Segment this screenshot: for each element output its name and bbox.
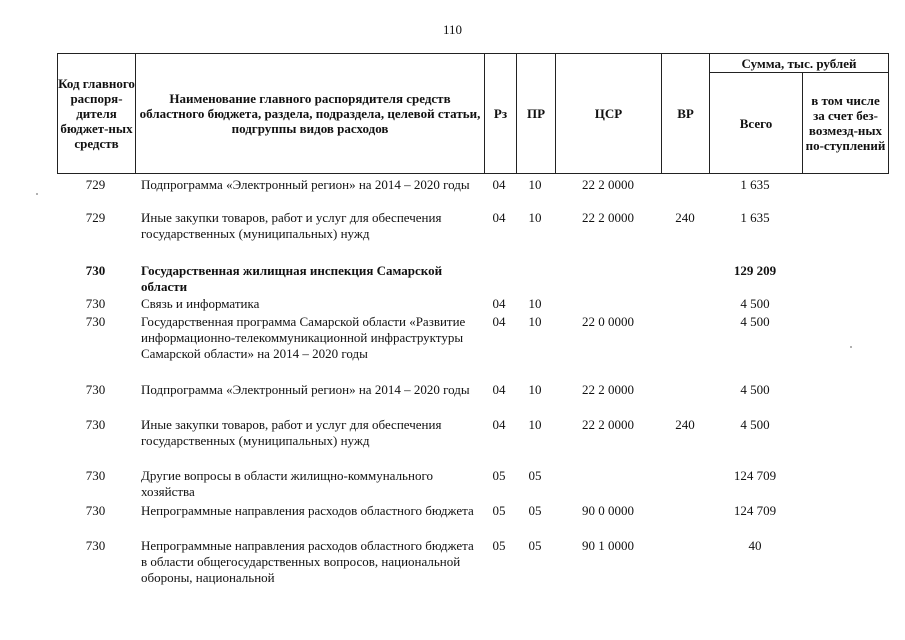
row-pr: 10 <box>528 417 542 432</box>
row-total: 129 209 <box>733 263 777 278</box>
row-code: 730 <box>85 296 106 311</box>
row-rz: 04 <box>492 314 506 329</box>
row-pr: 05 <box>528 468 542 483</box>
row-pr: 10 <box>528 296 542 311</box>
row-total: 4 500 <box>740 382 770 397</box>
row-pr: 10 <box>528 314 542 329</box>
header-name: Наименование главного распорядителя средств областного бюджета, раздела, подраздела, целевой статьи, подгруппы видов расходов <box>139 91 481 136</box>
row-name: Другие вопросы в области жилищно-коммунального хозяйства <box>141 468 433 499</box>
row-code: 730 <box>85 468 106 483</box>
row-code: 730 <box>85 263 106 278</box>
row-pr: 10 <box>528 177 542 192</box>
header-total: Всего <box>739 115 773 131</box>
row-code: 730 <box>85 417 106 432</box>
row-csr: 22 0 0000 <box>582 314 634 329</box>
row-vr: 240 <box>675 210 695 225</box>
header-vr: ВР <box>677 106 694 121</box>
scan-speck <box>36 193 38 195</box>
row-total: 1 635 <box>740 177 770 192</box>
row-pr: 10 <box>528 210 542 225</box>
row-code: 730 <box>85 382 106 397</box>
row-rz: 05 <box>492 538 506 553</box>
row-vr: 240 <box>675 417 695 432</box>
row-csr: 90 1 0000 <box>582 538 634 553</box>
row-rz: 04 <box>492 417 506 432</box>
row-code: 730 <box>85 538 106 553</box>
row-code: 730 <box>85 314 106 329</box>
row-pr: 05 <box>528 503 542 518</box>
row-total: 40 <box>748 538 762 553</box>
row-total: 124 709 <box>733 468 777 483</box>
row-pr: 05 <box>528 538 542 553</box>
row-rz: 04 <box>492 296 506 311</box>
row-name: Подпрограмма «Электронный регион» на 2014 – 2020 годы <box>141 382 470 397</box>
header-csr: ЦСР <box>594 106 623 121</box>
row-code: 729 <box>85 177 106 192</box>
header-rz: Рз <box>493 106 508 121</box>
header-pr: ПР <box>526 106 546 121</box>
row-name: Государственная программа Самарской области «Развитие информационно-телекоммуникационной инфраструктуры Самарской области» на 2014 – 2020 годы <box>141 314 466 361</box>
scan-speck <box>850 346 852 348</box>
row-name: Подпрограмма «Электронный регион» на 2014 – 2020 годы <box>141 177 470 192</box>
row-csr: 90 0 0000 <box>582 503 634 518</box>
row-name: Непрограммные направления расходов областного бюджета в области общегосударственных вопросов, национальной обороны, национальной <box>141 538 474 585</box>
row-code: 729 <box>85 210 106 225</box>
row-total: 4 500 <box>740 417 770 432</box>
page-number: 110 <box>442 22 463 37</box>
header-gratuitous: в том числе за счет без-возмезд-ных по-ступлений <box>805 93 886 153</box>
row-csr: 22 2 0000 <box>582 382 634 397</box>
row-total: 124 709 <box>733 503 777 518</box>
row-rz: 05 <box>492 468 506 483</box>
row-name: Непрограммные направления расходов областного бюджета <box>141 503 474 518</box>
row-pr: 10 <box>528 382 542 397</box>
row-name: Иные закупки товаров, работ и услуг для обеспечения государственных (муниципальных) нужд <box>141 417 442 448</box>
header-sum: Сумма, тыс. рублей <box>741 55 857 71</box>
row-total: 4 500 <box>740 296 770 311</box>
row-csr: 22 2 0000 <box>582 417 634 432</box>
row-total: 4 500 <box>740 314 770 329</box>
row-csr: 22 2 0000 <box>582 177 634 192</box>
row-csr: 22 2 0000 <box>582 210 634 225</box>
row-rz: 04 <box>492 210 506 225</box>
header-code: Код главного распоря-дителя бюджет-ных средств <box>58 76 135 151</box>
row-name: Иные закупки товаров, работ и услуг для обеспечения государственных (муниципальных) нужд <box>141 210 442 241</box>
row-code: 730 <box>85 503 106 518</box>
row-total: 1 635 <box>740 210 770 225</box>
row-rz: 04 <box>492 382 506 397</box>
table-header <box>57 53 889 174</box>
row-name: Государственная жилищная инспекция Самарской области <box>141 263 443 294</box>
row-name: Связь и информатика <box>141 296 260 311</box>
row-rz: 04 <box>492 177 506 192</box>
row-rz: 05 <box>492 503 506 518</box>
